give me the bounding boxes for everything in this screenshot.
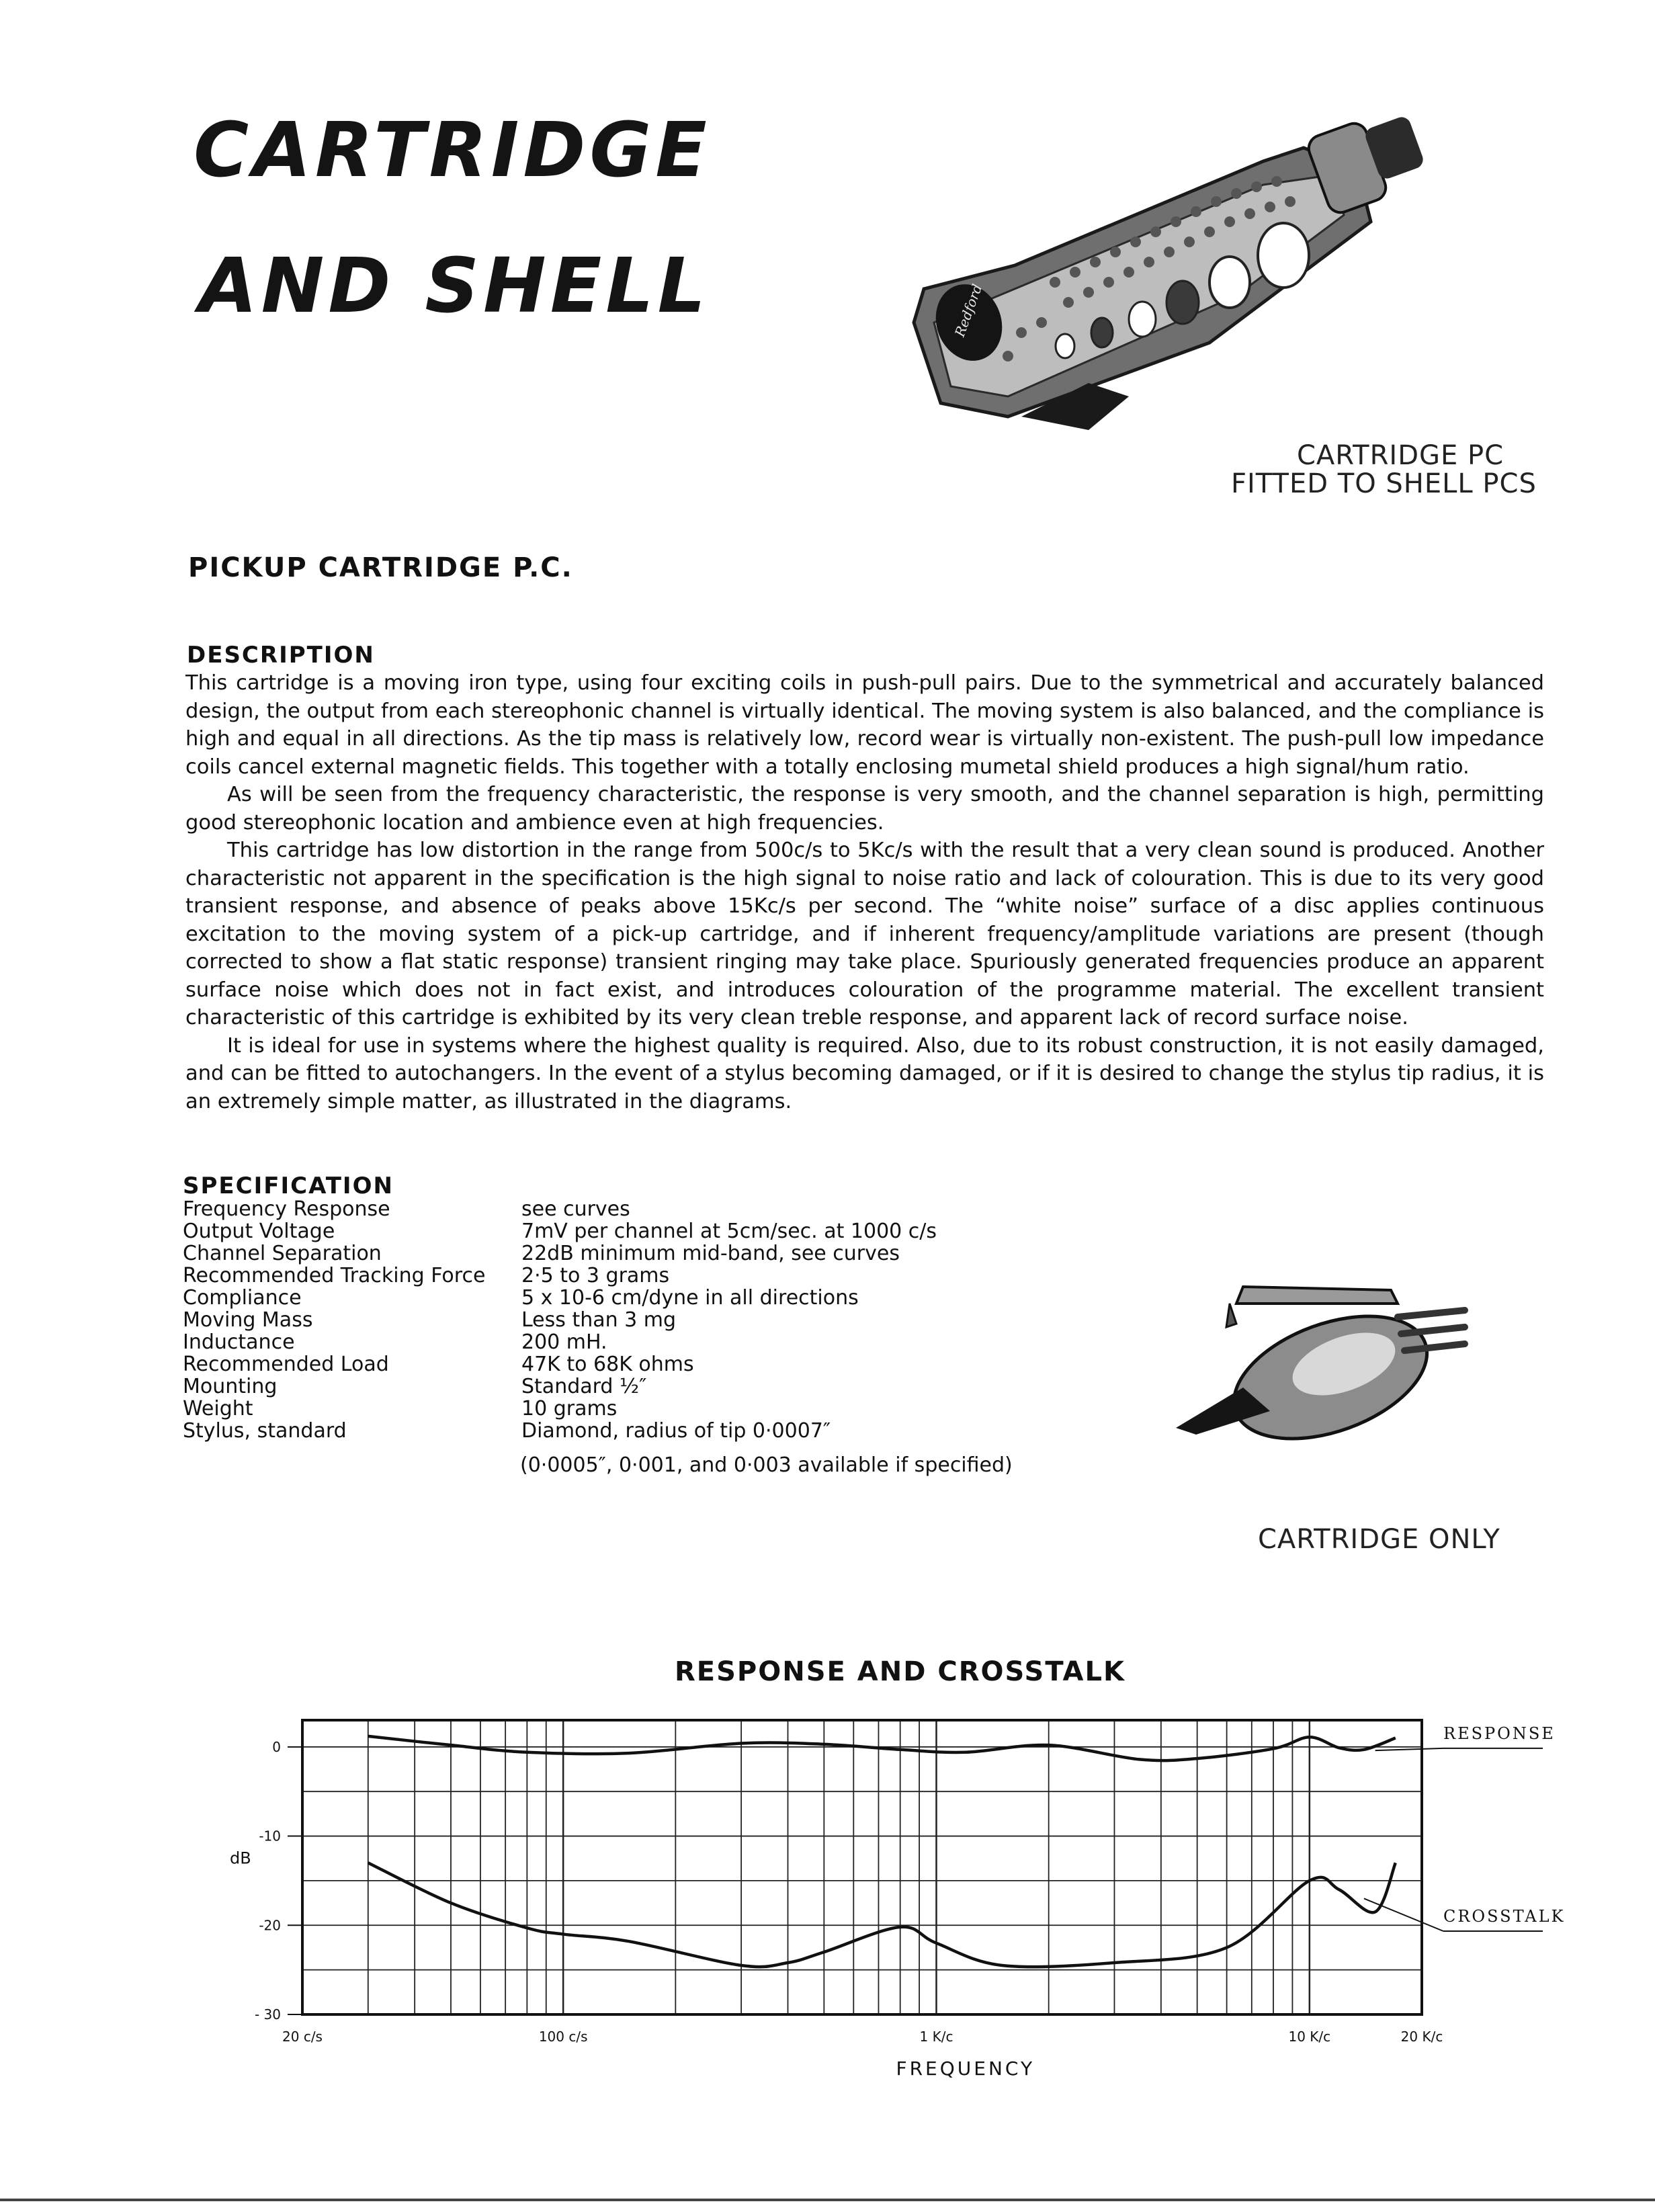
description-heading: DESCRIPTION — [187, 642, 375, 669]
legend-pointer-line — [1364, 1898, 1443, 1931]
spec-label: Weight — [183, 1397, 253, 1420]
y-tick-label: - 30 — [254, 2006, 281, 2023]
legend-label-crosstalk: CROSSTALK — [1443, 1907, 1566, 1926]
description-paragraph: As will be seen from the frequency characteristic, the response is very smooth, and the channel separation is high, permitting good stereophonic location and ambience even at high frequencies. — [185, 783, 1544, 835]
cartridge-only-caption: CARTRIDGE ONLY — [1258, 1524, 1500, 1555]
spec-value: Less than 3 mg — [521, 1308, 677, 1332]
series-line-crosstalk — [368, 1863, 1396, 1967]
spec-value: Standard ½″ — [521, 1375, 647, 1398]
spec-label: Stylus, standard — [183, 1419, 347, 1443]
legend-label-response: RESPONSE — [1443, 1724, 1556, 1743]
spec-label: Inductance — [183, 1330, 295, 1354]
legend-pointer-line — [1375, 1748, 1443, 1750]
y-tick-label: -20 — [259, 1917, 281, 1934]
cartridge-shell-illustration — [887, 121, 1472, 437]
chart-grid — [302, 1720, 1422, 2014]
page-title-line2: AND SHELL — [199, 243, 710, 330]
chart-series — [368, 1736, 1396, 1967]
spec-value: 2·5 to 3 grams — [521, 1264, 670, 1287]
x-tick-label: 20 c/s — [282, 2029, 323, 2045]
page-title-line1: CARTRIDGE — [194, 107, 711, 194]
y-tick-label: -10 — [259, 1828, 281, 1844]
spec-note: (0·0005″, 0·001, and 0·003 available if specified) — [520, 1453, 1013, 1477]
spec-value: Diamond, radius of tip 0·0007″ — [521, 1419, 831, 1443]
x-tick-label: 20 K/c — [1400, 2029, 1443, 2045]
spec-label: Compliance — [183, 1286, 302, 1310]
description-body — [185, 669, 1544, 1115]
spec-label: Recommended Tracking Force — [183, 1264, 486, 1287]
spec-value: see curves — [521, 1197, 630, 1221]
chart-legend — [1364, 1724, 1565, 1931]
description-paragraph: This cartridge is a moving iron type, using four exciting coils in push-pull pairs. Due to the symmetrical and accurately balanced design, the output from each stereophonic channel is virtually identical. The moving system is also balanced, and the compliance is high and equal in all directions. As the tip mass is relatively low, record wear is virtually non-existent. The push-pull low impedance coils cancel external magnetic fields. This together with a totally enclosing mumetal shield produces a high signal/hum ratio. — [185, 671, 1544, 779]
x-tick-label: 10 K/c — [1288, 2029, 1331, 2045]
section-heading: PICKUP CARTRIDGE P.C. — [188, 552, 573, 583]
spec-label: Moving Mass — [183, 1308, 313, 1332]
spec-label: Mounting — [183, 1375, 278, 1398]
chart-ticks — [255, 1739, 1443, 2045]
specification-heading: SPECIFICATION — [183, 1173, 394, 1199]
page-bottom-rule — [0, 2199, 1655, 2201]
shell-caption-line1: CARTRIDGE PC — [1297, 440, 1504, 471]
spec-label: Frequency Response — [183, 1197, 390, 1221]
description-paragraph: It is ideal for use in systems where the highest quality is required. Also, due to its robust construction, it is not easily damaged, and can be fitted to autochangers. In the event of a stylus becoming damaged, or if it is desired to change the stylus tip radius, it is an extremely simple matter, as illustrated in the diagrams. — [185, 1033, 1544, 1113]
spec-value: 22dB minimum mid-band, see curves — [521, 1242, 900, 1265]
spec-value: 47K to 68K ohms — [521, 1353, 694, 1376]
x-axis-label: FREQUENCY — [896, 2057, 1035, 2080]
spec-value: 5 x 10-6 cm/dyne in all directions — [521, 1286, 859, 1310]
cartridge-only-illustration — [1169, 1277, 1472, 1445]
spec-value: 200 mH. — [521, 1330, 607, 1354]
response-crosstalk-chart — [215, 1707, 1566, 2096]
spec-value: 10 grams — [521, 1397, 618, 1420]
spec-label: Channel Separation — [183, 1242, 382, 1265]
y-tick-label: 0 — [272, 1738, 281, 1755]
spec-label: Recommended Load — [183, 1353, 389, 1376]
chart-title: RESPONSE AND CROSSTALK — [675, 1656, 1126, 1687]
series-line-response — [368, 1736, 1396, 1760]
spec-label: Output Voltage — [183, 1220, 335, 1243]
shell-logo-text: Redford — [951, 282, 986, 339]
x-tick-label: 1 K/c — [919, 2029, 953, 2045]
y-axis-label: dB — [230, 1848, 251, 1868]
shell-caption-line2: FITTED TO SHELL PCS — [1231, 468, 1537, 499]
spec-value: 7mV per channel at 5cm/sec. at 1000 c/s — [521, 1220, 937, 1243]
description-paragraph: This cartridge has low distortion in the range from 500c/s to 5Kc/s with the result that a very clean sound is produced. Another characteristic not apparent in the specification is the high signal to noise ratio and lack of colouration. This is due to its very good transient response, and absence of peaks above 15Kc/s per second. The “white noise” surface of a disc applies continuous excitation to the moving system of a pick-up cartridge, and if inherent frequency/amplitude variations are present (though corrected to show a flat static response) transient ringing may take place. Spuriously generated frequencies produce an apparent surface noise which does not in fact exist, and introduces colouration of the programme material. The excellent transient characteristic of this cartridge is exhibited by its very clean treble response, and apparent lack of record surface noise. — [185, 839, 1544, 1029]
x-tick-label: 100 c/s — [538, 2029, 588, 2045]
